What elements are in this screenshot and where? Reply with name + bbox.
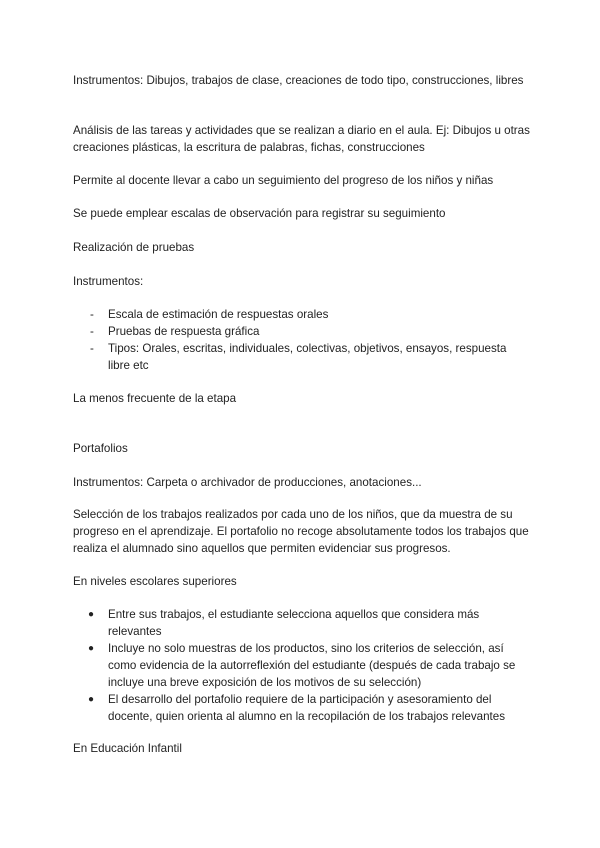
paragraph-seleccion-trabajos: Selección de los trabajos realizados por cada uno de los niños, que da muestra de su progreso en el aprendizaje. El portafolio no recoge absolutamente todos los trabajos que realiza el alumnado sino aquellos que permiten evidenciar sus progresos. (73, 508, 529, 555)
bullet-marker: ● (88, 609, 95, 620)
list-item (73, 306, 531, 323)
list-item (73, 606, 531, 640)
dash-marker: - (90, 325, 94, 338)
list-item-text: Tipos: Orales, escritas, individuales, colectivas, objetivos, ensayos, respuesta libre etc (108, 342, 507, 372)
paragraph-escalas-observacion: Se puede emplear escalas de observación para registrar su seguimiento (73, 207, 446, 220)
bullet-marker: ● (88, 694, 95, 705)
paragraph-instrumentos-carpeta: Instrumentos: Carpeta o archivador de producciones, anotaciones... (73, 476, 422, 489)
list-item (73, 323, 531, 340)
bullet-list (73, 606, 531, 725)
list-item-text: Pruebas de respuesta gráfica (108, 325, 260, 338)
paragraph-instrumentos-label: Instrumentos: (73, 275, 144, 288)
list-item-text: Incluye no solo muestras de los productos, sino los criterios de selección, así como evidencia de la autorreflexión del estudiante (después de cada trabajo se incluye una breve exposición de los motivos de su selección) (108, 642, 516, 689)
list-item (73, 640, 531, 691)
heading-educacion-infantil: En Educación Infantil (73, 742, 182, 755)
paragraph-niveles-superiores: En niveles escolares superiores (73, 575, 237, 588)
paragraph-seguimiento-progreso: Permite al docente llevar a cabo un seguimiento del progreso de los niños y niñas (73, 174, 494, 187)
heading-realizacion-pruebas: Realización de pruebas (73, 241, 195, 254)
dash-marker: - (90, 342, 94, 355)
list-item (73, 691, 531, 725)
bullet-marker: ● (88, 643, 95, 654)
paragraph-analisis-tareas: Análisis de las tareas y actividades que se realizan a diario en el aula. Ej: Dibujos u otras creaciones plásticas, la escritura de palabras, fichas, construcciones (73, 124, 530, 154)
list-item-text: El desarrollo del portafolio requiere de la participación y asesoramiento del docente, quien orienta al alumno en la recopilación de los trabajos relevantes (108, 693, 506, 723)
dash-marker: - (90, 308, 94, 321)
paragraph-menos-frecuente: La menos frecuente de la etapa (73, 392, 237, 405)
paragraph-instrumentos-dibujos: Instrumentos: Dibujos, trabajos de clase, creaciones de todo tipo, construcciones, libres (73, 74, 524, 87)
dash-list (73, 306, 531, 374)
list-item-text: Entre sus trabajos, el estudiante selecciona aquellos que considera más relevantes (108, 608, 480, 638)
list-item (73, 340, 531, 374)
heading-portafolios: Portafolios (73, 442, 128, 455)
list-item-text: Escala de estimación de respuestas orales (108, 308, 329, 321)
